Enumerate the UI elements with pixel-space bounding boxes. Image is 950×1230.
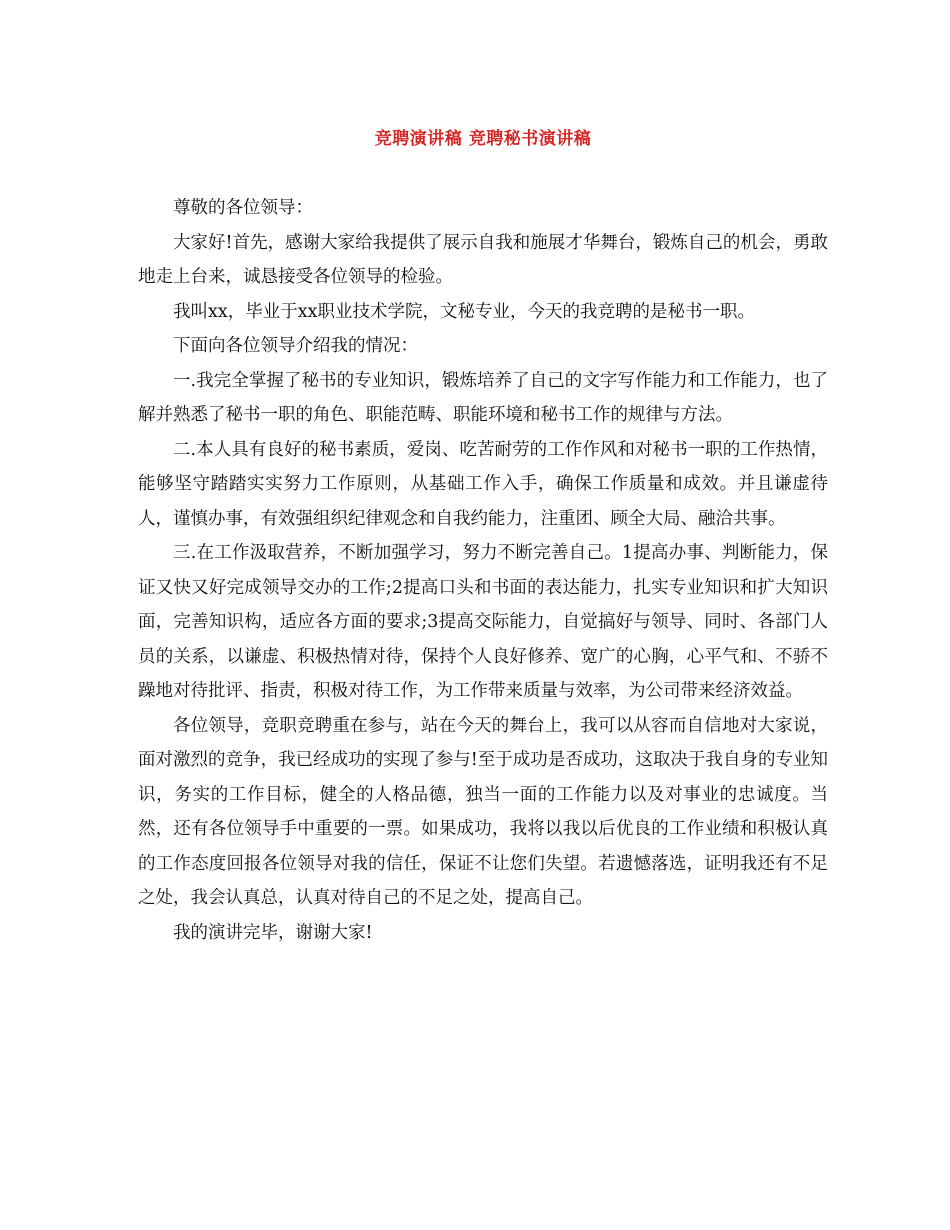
- document-title: 竞聘演讲稿 竞聘秘书演讲稿: [374, 129, 592, 149]
- document-page: [138, 110, 828, 950]
- salutation: 尊敬的各位领导：: [173, 198, 313, 218]
- paragraph-conclusion: 各位领导，竞职竞聘重在参与，站在今天的舞台上，我可以从容而自信地对大家说，面对激烈的竞争，我已经成功的实现了参与!至于成功是否成功，这取决于我自身的专业知识，务实的工作目标，健全的人格品德，独当一面的工作能力以及对事业的忠诚度。当然，还有各位领导手中重要的一票。如果成功，我将以我以后优良的工作业绩和积极认真的工作态度回报各位领导对我的信任，保证不让您们失望。若遗憾落选，证明我还有不足之处，我会认真总，认真对待自己的不足之处，提高自己。: [138, 715, 828, 908]
- paragraph-point-two: 二.本人具有良好的秘书素质，爱岗、吃苦耐劳的工作作风和对秘书一职的工作热情，能够坚守踏踏实实努力工作原则，从基础工作入手，确保工作质量和成效。并且谦虚待人，谨慎办事，有效强组织纪律观念和自我约能力，注重团、顾全大局、融洽共事。: [138, 439, 828, 529]
- paragraph-introduction: 我叫xx，毕业于xx职业技术学院，文秘专业，今天的我竞聘的是秘书一职。: [173, 301, 755, 322]
- paragraph-greeting: 大家好!首先，感谢大家给我提供了展示自我和施展才华舞台，锻炼自己的机会，勇敢地走上台来，诚恳接受各位领导的检验。: [138, 232, 828, 287]
- paragraph-point-one: 一.我完全掌握了秘书的专业知识，锻炼培养了自己的文字写作能力和工作能力，也了解并熟悉了秘书一职的角色、职能范畴、职能环境和秘书工作的规律与方法。: [138, 370, 828, 425]
- paragraph-point-three: 三.在工作汲取营养，不断加强学习，努力不断完善自己。1提高办事、判断能力，保证又快又好完成领导交办的工作;2提高口头和书面的表达能力，扎实专业知识和扩大知识面，完善知识构，适应各方面的要求;3提高交际能力，自觉搞好与领导、同时、各部门人员的关系，以谦虚、积极热情对待，保持个人良好修养、宽广的心胸，心平气和、不骄不躁地对待批评、指责，积极对待工作，为工作带来质量与效率，为公司带来经济效益。: [138, 543, 828, 701]
- paragraph-closing: 我的演讲完毕，谢谢大家!: [173, 922, 373, 943]
- paragraph-lead-in: 下面向各位领导介绍我的情况：: [173, 336, 418, 356]
